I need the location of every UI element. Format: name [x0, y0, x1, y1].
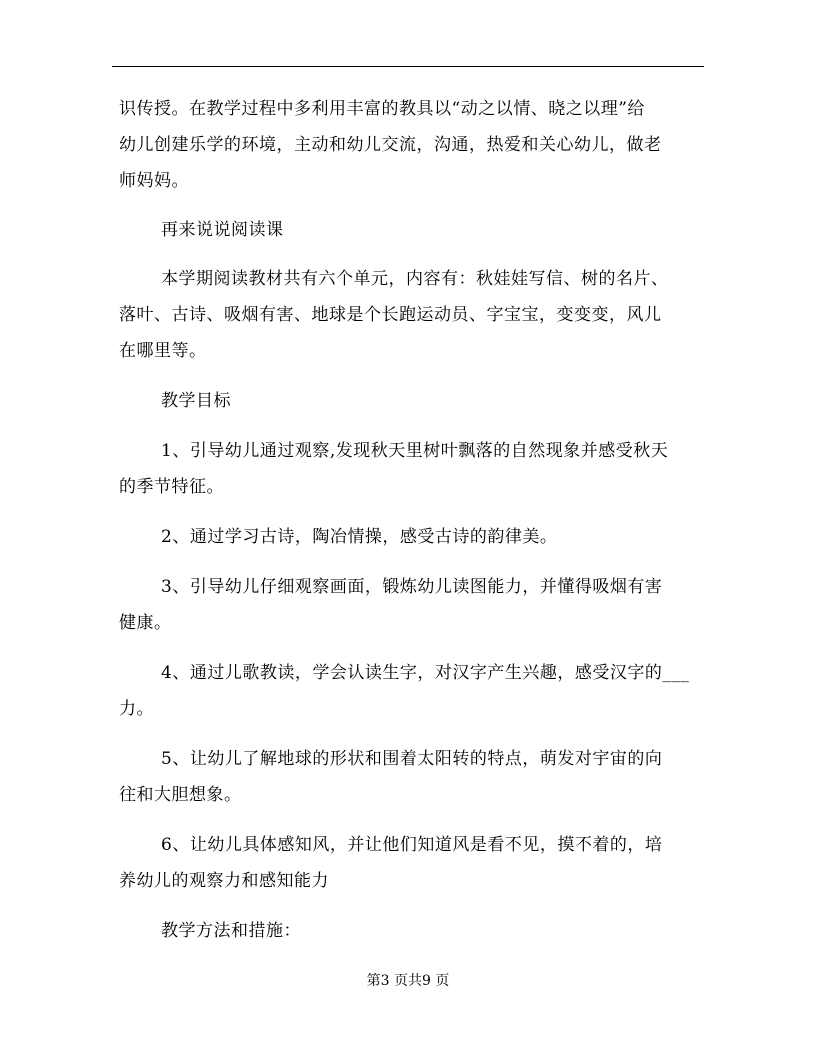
- text-line: 健康。: [119, 613, 172, 633]
- page-number: 第3 页共9 页: [366, 973, 450, 989]
- list-item: 1、引导幼儿通过观察,发现秋天里树叶飘落的自然现象并感受秋天: [161, 441, 669, 461]
- section-heading: 教学方法和措施：: [161, 921, 301, 941]
- list-item: 6、让幼儿具体感知风，并让他们知道风是看不见，摸不着的，培: [161, 835, 663, 855]
- section-heading: 再来说说阅读课: [161, 220, 284, 240]
- text-line: 师妈妈。: [119, 171, 189, 191]
- text-line: 力。: [119, 699, 154, 719]
- list-item: 3、引导幼儿仔细观察画面，锻炼幼儿读图能力，并懂得吸烟有害: [161, 577, 663, 597]
- text-line: 幼儿创建乐学的环境，主动和幼儿交流，沟通，热爱和关心幼儿，做老: [119, 135, 662, 155]
- text-line: 的季节特征。: [119, 477, 224, 497]
- section-heading: 教学目标: [161, 391, 231, 411]
- list-item: 2、通过学习古诗，陶冶情操，感受古诗的韵律美。: [161, 527, 558, 547]
- list-item: 4、通过儿歌教读，学会认读生字，对汉字产生兴趣，感受汉字的___: [161, 663, 690, 683]
- text-line: 落叶、古诗、吸烟有害、地球是个长跑运动员、字宝宝，变变变，风儿: [119, 305, 662, 325]
- header-rule: [112, 66, 704, 67]
- text-line: 往和大胆想象。: [119, 785, 242, 805]
- list-item: 5、让幼儿了解地球的形状和围着太阳转的特点，萌发对宇宙的向: [161, 749, 663, 769]
- text-line: 养幼儿的观察力和感知能力: [119, 871, 329, 891]
- text-line: 本学期阅读教材共有六个单元，内容有：秋娃娃写信、树的名片、: [161, 269, 669, 289]
- text-line: 在哪里等。: [119, 341, 207, 361]
- text-line: 识传授。在教学过程中多利用丰富的教具以“动之以情、晓之以理”给: [119, 99, 645, 119]
